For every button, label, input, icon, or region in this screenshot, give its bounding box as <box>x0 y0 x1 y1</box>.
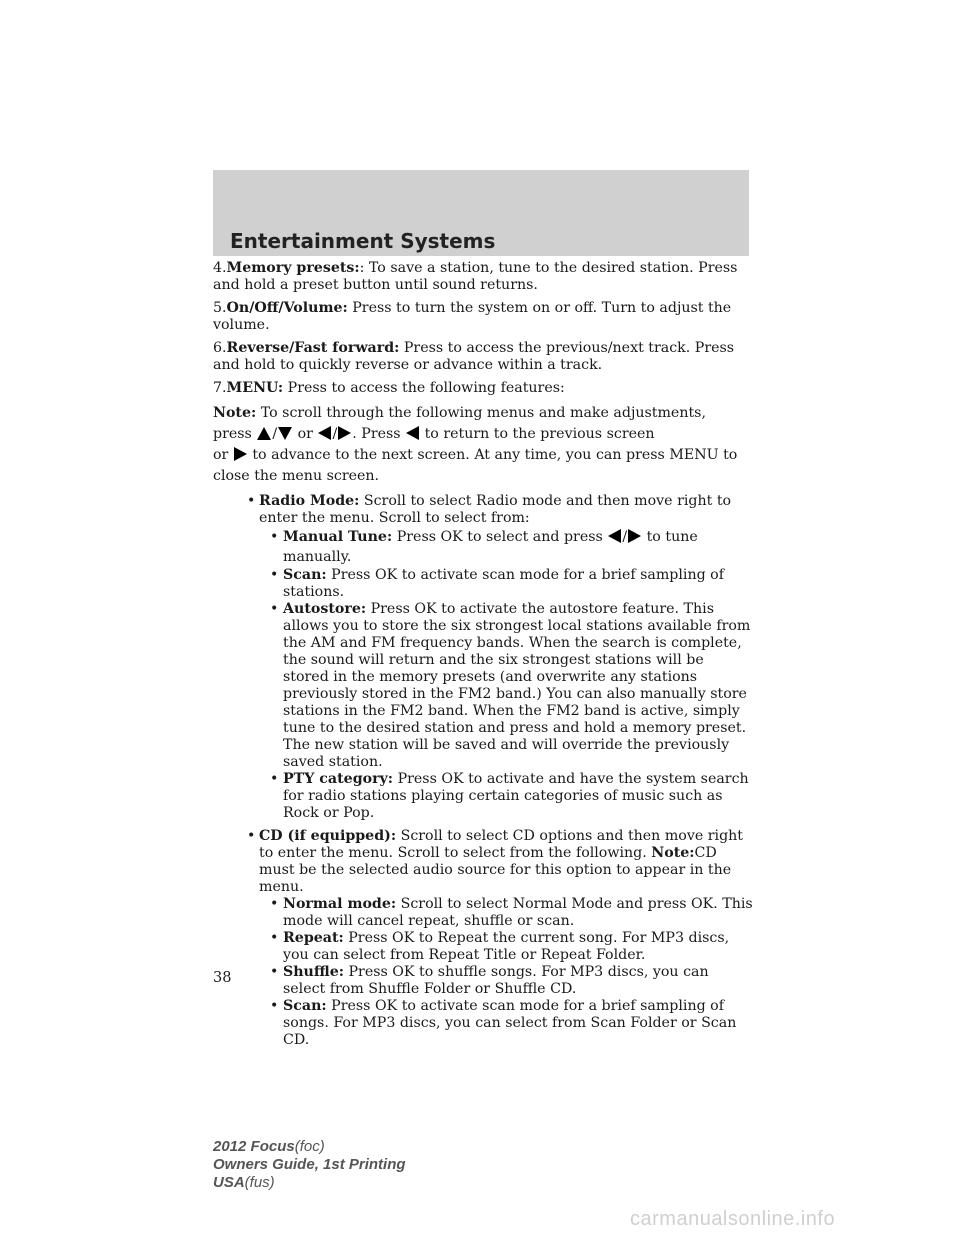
note-paragraph: Note: To scroll through the following menus and make adjustments, press / or / . Press to return to the previous screen or to advance to the next screen. At any time, you can press MENU to close the menu screen. <box>213 405 738 484</box>
arrow-down-icon <box>278 427 292 440</box>
item-reverse-fast-forward: 6.Reverse/Fast forward: Press to access the previous/next track. Press and hold to quickly reverse or advance within a track. <box>213 340 735 373</box>
radio-mode-bullet: • Radio Mode: Scroll to select Radio mode and then move right to enter the menu. Scroll to select from: • Manual Tune: Press OK to select and press / to tune manually. • Scan: Press OK to activate scan mode for a brief sampling of stations. • Autostore: Press OK to activate the autostore feature. This allows you to store the six strongest local stations available from the AM and FM frequency bands. When the search is complete, the sound will return and the six strongest stations will be stored in the memory presets (and overwrite any stations previously stored in the FM2 band.) You can also manually store stations in the FM2 band. When the FM2 band is active, simply tune to the desired station and press and hold a memory preset. The new station will be saved and will override the previously saved station. • PTY category: Press OK to activate and have the system search for radio stations playing certain categories of music such as Rock or Pop. <box>213 493 753 822</box>
scan-item: • Scan: Press OK to activate scan mode for a brief sampling of stations. <box>270 567 724 600</box>
shuffle-item: • Shuffle: Press OK to shuffle songs. For MP3 discs, you can select from Shuffle Folder or Shuffle CD. <box>270 964 709 997</box>
repeat-item: • Repeat: Press OK to Repeat the current song. For MP3 discs, you can select from Repeat Title or Repeat Folder. <box>270 930 730 963</box>
arrow-left-icon <box>608 529 621 543</box>
watermark: carmanualsonline.info <box>630 1208 836 1230</box>
item-on-off-volume: 5.On/Off/Volume: Press to turn the system on or off. Turn to adjust the volume. <box>213 300 732 333</box>
item-menu: 7.MENU: Press to access the following features: <box>213 380 565 396</box>
item-memory-presets: 4.Memory presets:: To save a station, tune to the desired station. Press and hold a preset button until sound returns. <box>213 260 738 293</box>
section-title: Entertainment Systems <box>230 229 496 253</box>
arrow-right-icon <box>628 529 641 543</box>
page-number: 38 <box>213 970 232 986</box>
arrow-up-icon <box>257 427 271 440</box>
manual-tune-item: • Manual Tune: Press OK to select and press / to tune manually. <box>270 529 698 565</box>
arrow-right-icon <box>234 447 247 461</box>
cd-scan-item: • Scan: Press OK to activate scan mode for a brief sampling of songs. For MP3 discs, you can select from Scan Folder or Scan CD. <box>270 998 737 1048</box>
cd-bullet: • CD (if equipped): Scroll to select CD options and then move right to enter the menu. Scroll to select from the following. Note:CD must be the selected audio source for this option to appear in the menu. • Normal mode: Scroll to select Normal Mode and press OK. This mode will cancel repeat, shuffle or scan. • Repeat: Press OK to Repeat the current song. For MP3 discs, you can select from Repeat Title or Repeat Folder. • Shuffle: Press OK to shuffle songs. For MP3 discs, you can select from Shuffle Folder or Shuffle CD. • Scan: Press OK to activate scan mode for a brief sampling of songs. For MP3 discs, you can select from Scan Folder or Scan CD. <box>213 828 753 1049</box>
print-footer: 2012 Focus(foc) Owners Guide, 1st Printing USA(fus) <box>213 1138 406 1191</box>
pty-category-item: • PTY category: Press OK to activate and have the system search for radio stations playing certain categories of music such as Rock or Pop. <box>270 771 749 821</box>
arrow-left-icon <box>318 426 331 440</box>
normal-mode-item: • Normal mode: Scroll to select Normal Mode and press OK. This mode will cancel repeat, shuffle or scan. <box>270 896 753 929</box>
arrow-left-icon <box>406 426 419 440</box>
arrow-right-icon <box>338 426 351 440</box>
autostore-item: • Autostore: Press OK to activate the autostore feature. This allows you to store the six strongest local stations available from the AM and FM frequency bands. When the search is complete, the sound will return and the six strongest stations will be stored in the memory presets (and overwrite any stations previously stored in the FM2 band.) You can also manually store stations in the FM2 band. When the FM2 band is active, simply tune to the desired station and press and hold a memory preset. The new station will be saved and will override the previously saved station. <box>270 601 751 770</box>
page-content <box>213 260 753 1055</box>
